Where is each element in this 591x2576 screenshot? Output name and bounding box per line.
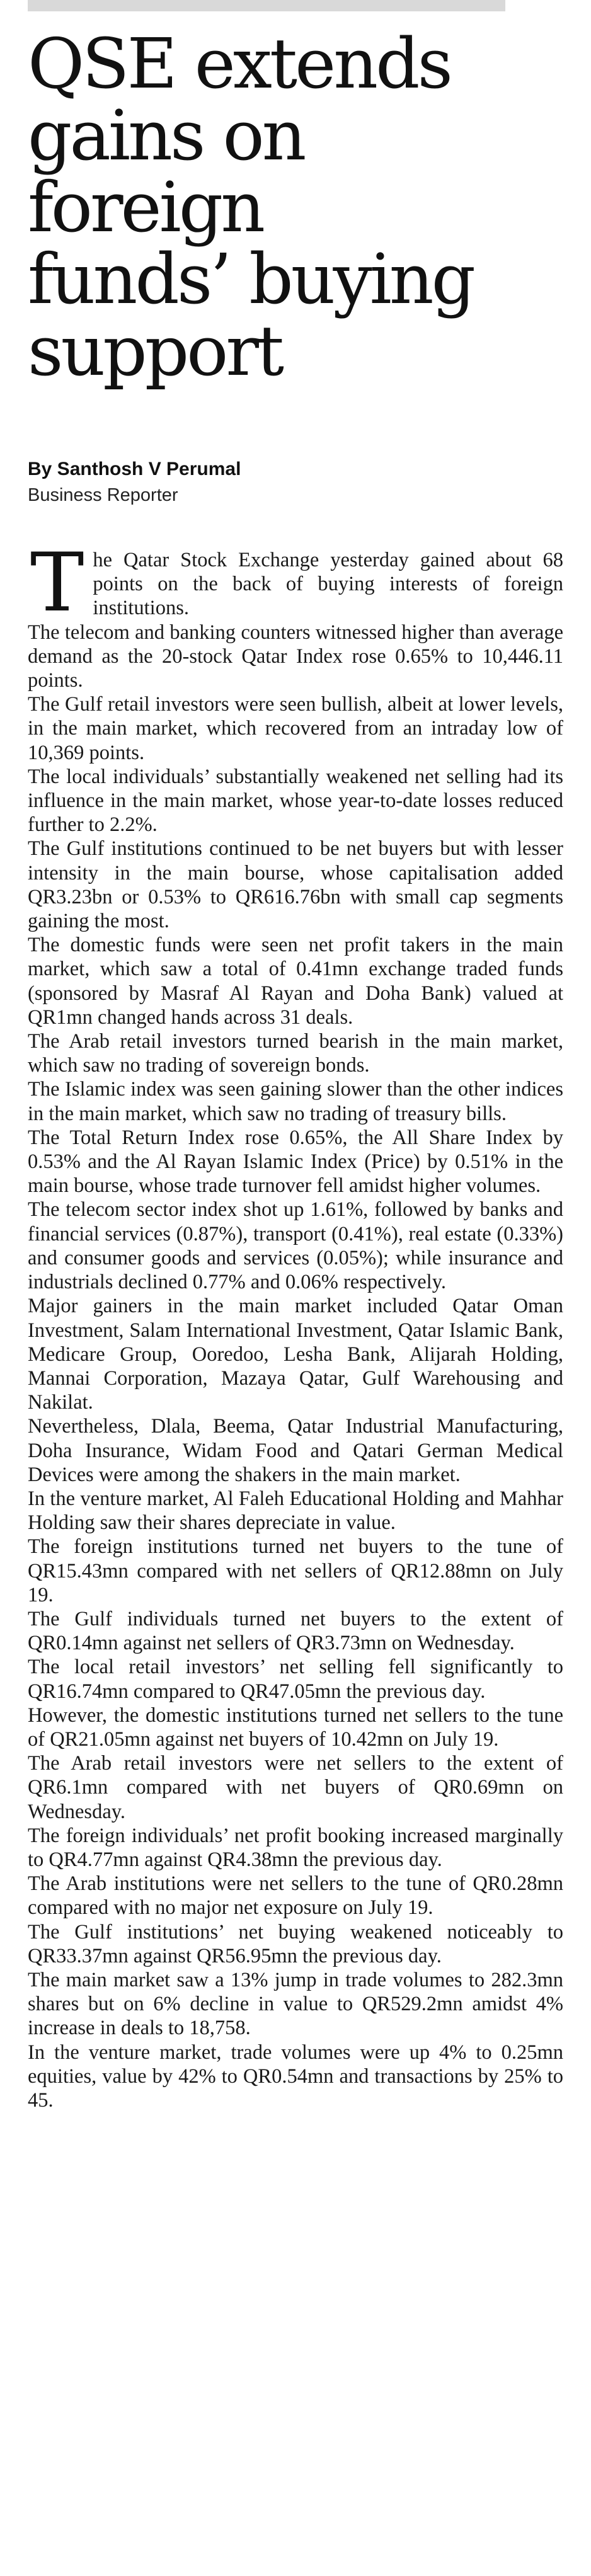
paragraph: The telecom sector index shot up 1.61%, followed by banks and financial services (0.87%), transport (0.41%), real estate (0.33%) and consumer goods and services (0.05%); while insurance and industrials declined 0.77% and 0.06% respectively. — [28, 1198, 563, 1294]
paragraph: The local retail investors’ net selling fell significantly to QR16.74mn compared to QR47.05mn the previous day. — [28, 1656, 563, 1703]
paragraph: The Gulf retail investors were seen bullish, albeit at lower levels, in the main market, which recovered from an intraday low of 10,369 points. — [28, 693, 563, 764]
byline: By Santhosh V Perumal — [28, 459, 241, 479]
author-role: Business Reporter — [28, 485, 178, 505]
paragraph: The domestic funds were seen net profit takers in the main market, which saw a total of 0.41mn exchange traded funds (sponsored by Masraf Al Rayan and Doha Bank) valued at QR1mn changed hands across 31 deals. — [28, 934, 563, 1029]
paragraph: The Gulf institutions continued to be net buyers but with lesser intensity in the main bourse, whose capitalisation added QR3.23bn or 0.53% to QR616.76bn with small cap segments gaining the most. — [28, 837, 563, 933]
paragraph: The Arab institutions were net sellers to the tune of QR0.28mn compared with no major net exposure on July 19. — [28, 1872, 563, 1920]
paragraph: The Arab retail investors turned bearish in the main market, which saw no trading of sovereign bonds. — [28, 1030, 563, 1077]
headline-line: QSE extends — [28, 23, 450, 104]
paragraph: However, the domestic institutions turned net sellers to the tune of QR21.05mn against net buyers of 10.42mn on July 19. — [28, 1703, 563, 1751]
paragraph: The Total Return Index rose 0.65%, the All Share Index by 0.53% and the Al Rayan Islamic Index (Price) by 0.51% in the main bourse, whose trade turnover fell amidst higher volumes. — [28, 1126, 563, 1198]
lead-paragraph — [28, 536, 563, 630]
paragraph: The Gulf institutions’ net buying weakened noticeably to QR33.37mn against QR56.95mn the previous day. — [28, 1920, 563, 1967]
lead-paragraph-text: he Qatar Stock Exchange yesterday gained about 68 points on the back of buying interests of foreign institutions. — [93, 549, 563, 620]
paragraph: In the venture market, Al Faleh Educational Holding and Mahhar Holding saw their shares depreciate in value. — [28, 1487, 563, 1535]
paragraph: The local individuals’ substantially weakened net selling had its influence in the main market, whose year-to-date losses reduced further to 2.2%. — [28, 765, 563, 837]
headline — [28, 23, 570, 391]
headline-line: funds’ buying — [28, 239, 474, 319]
paragraph: The Islamic index was seen gaining slower than the other indices in the main market, which saw no trading of treasury bills. — [28, 1078, 563, 1125]
drop-cap: T — [30, 536, 84, 630]
paragraph: In the venture market, trade volumes were up 4% to 0.25mn equities, value by 42% to QR0.54mn and transactions by 25% to 45. — [28, 2041, 563, 2112]
paragraph: The Arab retail investors were net sellers to the extent of QR6.1mn compared with net buyers of QR0.69mn on Wednesday. — [28, 1752, 563, 1823]
paragraph: Nevertheless, Dlala, Beema, Qatar Industrial Manufacturing, Doha Insurance, Widam Food and Qatari German Medical Devices were among the shakers in the main market. — [28, 1415, 563, 1486]
paragraph: The foreign institutions turned net buyers to the tune of QR15.43mn compared with net sellers of QR12.88mn on July 19. — [28, 1535, 563, 1606]
headline-line: gains on — [28, 95, 304, 176]
article-body — [28, 536, 563, 2112]
paragraph: The telecom and banking counters witnessed higher than average demand as the 20-stock Qatar Index rose 0.65% to 10,446.11 points. — [28, 621, 563, 692]
top-rule — [28, 0, 505, 11]
paragraph: The main market saw a 13% jump in trade volumes to 282.3mn shares but on 6% decline in value to QR529.2mn amidst 4% increase in deals to 18,758. — [28, 1968, 563, 2040]
paragraph: The Gulf individuals turned net buyers to the extent of QR0.14mn against net sellers of QR3.73mn on Wednesday. — [28, 1607, 563, 1655]
paragraph: Major gainers in the main market included Qatar Oman Investment, Salam International Investment, Qatar Islamic Bank, Medicare Group, Ooredoo, Lesha Bank, Alijarah Holding, Mannai Corporation, Mazaya Qatar, Gulf Warehousing and Nakilat. — [28, 1295, 563, 1414]
headline-line: foreign — [28, 167, 263, 248]
paragraph: The foreign individuals’ net profit booking increased marginally to QR4.77mn against QR4.38mn the previous day. — [28, 1824, 563, 1871]
headline-line: support — [28, 311, 282, 391]
